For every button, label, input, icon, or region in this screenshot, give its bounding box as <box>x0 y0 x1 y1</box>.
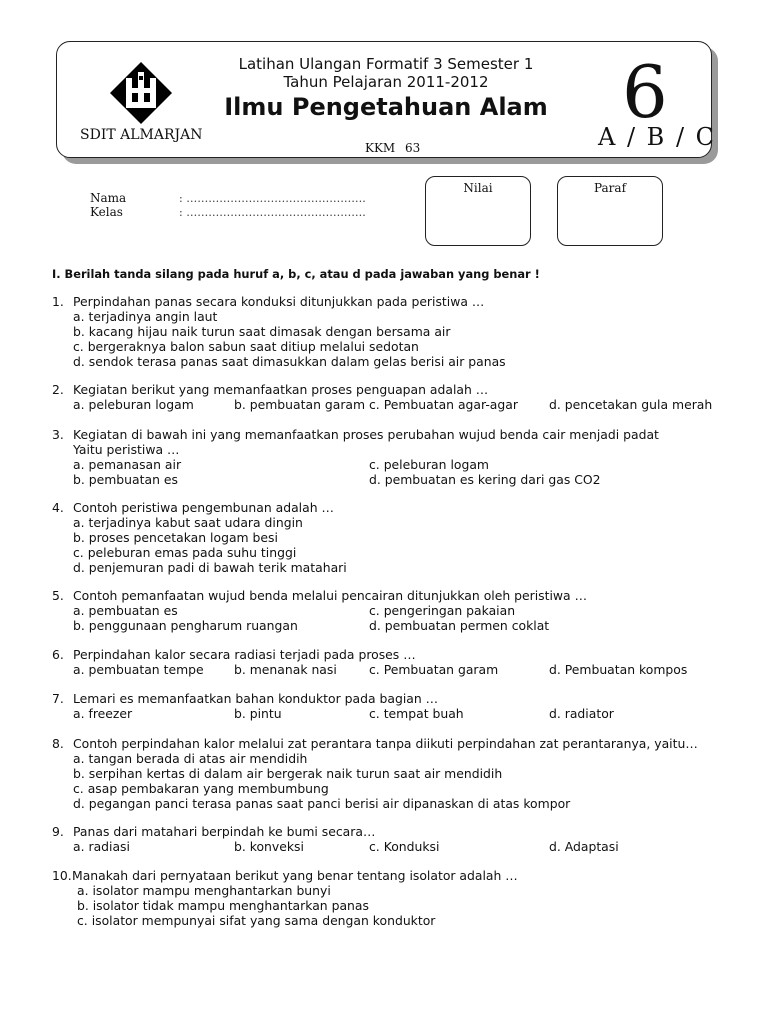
option-c[interactable]: c. peleburan emas pada suhu tinggi <box>73 545 297 560</box>
option-d[interactable]: d. pembuatan permen coklat <box>369 618 550 633</box>
signature-box[interactable] <box>557 176 663 246</box>
option-b[interactable]: b. konveksi <box>234 839 304 854</box>
subject-title: Ilmu Pengetahuan Alam <box>224 93 548 121</box>
option-c[interactable]: c. isolator mempunyai sifat yang sama dengan konduktor <box>77 913 436 928</box>
school-logo-icon <box>110 62 172 124</box>
option-c[interactable]: c. bergeraknya balon sabun saat ditiup melalui sedotan <box>73 339 419 354</box>
question-number: 10. <box>52 868 72 883</box>
question-text: Manakah dari pernyataan berikut yang benar tentang isolator adalah … <box>72 868 518 883</box>
class-list: A / B / C <box>598 123 717 151</box>
score-label: Nilai <box>463 181 493 195</box>
class-label: Kelas <box>90 205 123 219</box>
option-b[interactable]: b. menanak nasi <box>234 662 337 677</box>
question-text: Contoh pemanfaatan wujud benda melalui pencairan ditunjukkan oleh peristiwa … <box>73 588 587 603</box>
name-field[interactable]: : …………………………………………. <box>179 192 366 205</box>
option-a[interactable]: a. peleburan logam <box>73 397 194 412</box>
option-d[interactable]: d. Adaptasi <box>549 839 619 854</box>
option-d[interactable]: d. pembuatan es kering dari gas CO2 <box>369 472 601 487</box>
option-a[interactable]: a. isolator mampu menghantarkan bunyi <box>77 883 331 898</box>
kkm-label <box>365 141 420 155</box>
exam-title: Latihan Ulangan Formatif 3 Semester 1 <box>238 55 534 73</box>
score-box[interactable] <box>425 176 531 246</box>
option-a[interactable]: a. tangan berada di atas air mendidih <box>73 751 308 766</box>
question-number: 1. <box>52 294 64 309</box>
option-b[interactable]: b. kacang hijau naik turun saat dimasak dengan bersama air <box>73 324 451 339</box>
option-b[interactable]: b. pembuatan garam <box>234 397 366 412</box>
academic-year: Tahun Pelajaran 2011-2012 <box>283 73 489 91</box>
option-d[interactable]: d. Pembuatan kompos <box>549 662 688 677</box>
option-a[interactable]: a. pemanasan air <box>73 457 182 472</box>
signature-label: Paraf <box>593 181 627 195</box>
school-name: SDIT ALMARJAN <box>80 127 203 143</box>
class-field[interactable]: : …………………………………………. <box>179 206 366 219</box>
question-number: 4. <box>52 500 64 515</box>
option-a[interactable]: a. pembuatan tempe <box>73 662 204 677</box>
option-b[interactable]: b. penggunaan pengharum ruangan <box>73 618 298 633</box>
option-b[interactable]: b. pembuatan es <box>73 472 178 487</box>
instruction: I. Berilah tanda silang pada huruf a, b, c, atau d pada jawaban yang benar ! <box>52 267 540 281</box>
question-number: 8. <box>52 736 64 751</box>
option-c[interactable]: c. pengeringan pakaian <box>369 603 516 618</box>
option-c[interactable]: c. Pembuatan agar-agar <box>369 397 518 412</box>
option-d[interactable]: d. pencetakan gula merah <box>549 397 713 412</box>
question-text: Contoh peristiwa pengembunan adalah … <box>73 500 334 515</box>
option-d[interactable]: d. sendok terasa panas saat dimasukkan dalam gelas berisi air panas <box>73 354 506 369</box>
question-text: Kegiatan di bawah ini yang memanfaatkan proses perubahan wujud benda cair menjadi padat <box>73 427 659 442</box>
option-a[interactable]: a. pembuatan es <box>73 603 178 618</box>
grade-number: 6 <box>622 50 668 134</box>
option-a[interactable]: a. freezer <box>73 706 133 721</box>
option-b[interactable]: b. pintu <box>234 706 282 721</box>
option-a[interactable]: a. terjadinya angin laut <box>73 309 218 324</box>
question-text: Contoh perpindahan kalor melalui zat perantara tanpa diikuti perpindahan zat perantaranya, yaitu… <box>73 736 698 751</box>
question-text: Lemari es memanfaatkan bahan konduktor pada bagian … <box>73 691 439 706</box>
question-text: Kegiatan berikut yang memanfaatkan proses penguapan adalah … <box>73 382 489 397</box>
question-text: Panas dari matahari berpindah ke bumi secara… <box>73 824 376 839</box>
option-a[interactable]: a. radiasi <box>73 839 130 854</box>
option-c[interactable]: c. Konduksi <box>369 839 440 854</box>
question-number: 7. <box>52 691 64 706</box>
option-b[interactable]: b. isolator tidak mampu menghantarkan panas <box>77 898 369 913</box>
kkm-label-text: KKM <box>365 141 396 155</box>
question-number: 6. <box>52 647 64 662</box>
option-c[interactable]: c. tempat buah <box>369 706 464 721</box>
option-c[interactable]: c. peleburan logam <box>369 457 489 472</box>
option-c[interactable]: c. Pembuatan garam <box>369 662 499 677</box>
option-d[interactable]: d. penjemuran padi di bawah terik matahari <box>73 560 347 575</box>
question-text-continued: Yaitu peristiwa … <box>73 442 180 457</box>
option-b[interactable]: b. serpihan kertas di dalam air bergerak naik turun saat air mendidih <box>73 766 503 781</box>
option-a[interactable]: a. terjadinya kabut saat udara dingin <box>73 515 303 530</box>
question-number: 9. <box>52 824 64 839</box>
option-b[interactable]: b. proses pencetakan logam besi <box>73 530 278 545</box>
option-d[interactable]: d. radiator <box>549 706 614 721</box>
question-number: 3. <box>52 427 64 442</box>
option-c[interactable]: c. asap pembakaran yang membumbung <box>73 781 329 796</box>
name-label: Nama <box>90 191 127 205</box>
question-text: Perpindahan kalor secara radiasi terjadi pada proses … <box>73 647 416 662</box>
kkm-value: 63 <box>405 141 421 155</box>
question-text: Perpindahan panas secara konduksi ditunjukkan pada peristiwa … <box>73 294 485 309</box>
question-number: 2. <box>52 382 64 397</box>
option-d[interactable]: d. pegangan panci terasa panas saat panci berisi air dipanaskan di atas kompor <box>73 796 571 811</box>
question-number: 5. <box>52 588 64 603</box>
